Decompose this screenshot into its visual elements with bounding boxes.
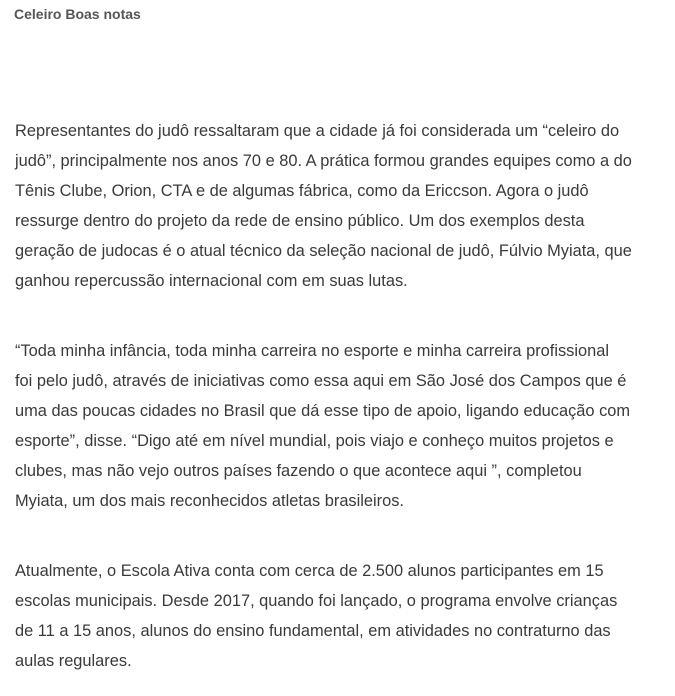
paragraph-line: esporte”, disse. “Digo até em nível mundial, pois viajo e conheço muitos projetos e [15,432,614,450]
paragraph-line: aulas regulares. [15,652,132,670]
paragraph-line: Myiata, um dos mais reconhecidos atletas brasileiros. [15,492,404,510]
paragraph-line: uma das poucas cidades no Brasil que dá esse tipo de apoio, ligando educação com [15,402,631,420]
paragraph-line: judô”, principalmente nos anos 70 e 80. A prática formou grandes equipes como a do [15,152,632,170]
paragraph-line: geração de judocas é o atual técnico da seleção nacional de judô, Fúlvio Myiata, que [15,242,632,260]
paragraph-line: foi pelo judô, através de iniciativas como essa aqui em São José dos Campos que é [15,372,627,390]
article-heading: Celeiro Boas notas [14,6,141,22]
paragraph-line: Tênis Clube, Orion, CTA e de algumas fábrica, como da Ericcson. Agora o judô [15,182,589,200]
article-paragraph-1 [15,116,665,296]
article-paragraph-2 [15,336,665,516]
article-paragraph-3 [15,556,665,676]
paragraph-line: clubes, mas não vejo outros países fazendo o que acontece aqui ”, completou [15,462,582,480]
paragraph-line: ressurge dentro do projeto da rede de ensino público. Um dos exemplos desta [15,212,585,230]
paragraph-line: ganhou repercussão internacional com em suas lutas. [15,272,408,290]
paragraph-line: escolas municipais. Desde 2017, quando foi lançado, o programa envolve crianças [15,592,618,610]
paragraph-line: “Toda minha infância, toda minha carreira no esporte e minha carreira profissional [15,342,610,360]
paragraph-line: Atualmente, o Escola Ativa conta com cerca de 2.500 alunos participantes em 15 [15,562,604,580]
paragraph-line: de 11 a 15 anos, alunos do ensino fundamental, em atividades no contraturno das [15,622,611,640]
paragraph-line: Representantes do judô ressaltaram que a cidade já foi considerada um “celeiro do [15,122,620,140]
